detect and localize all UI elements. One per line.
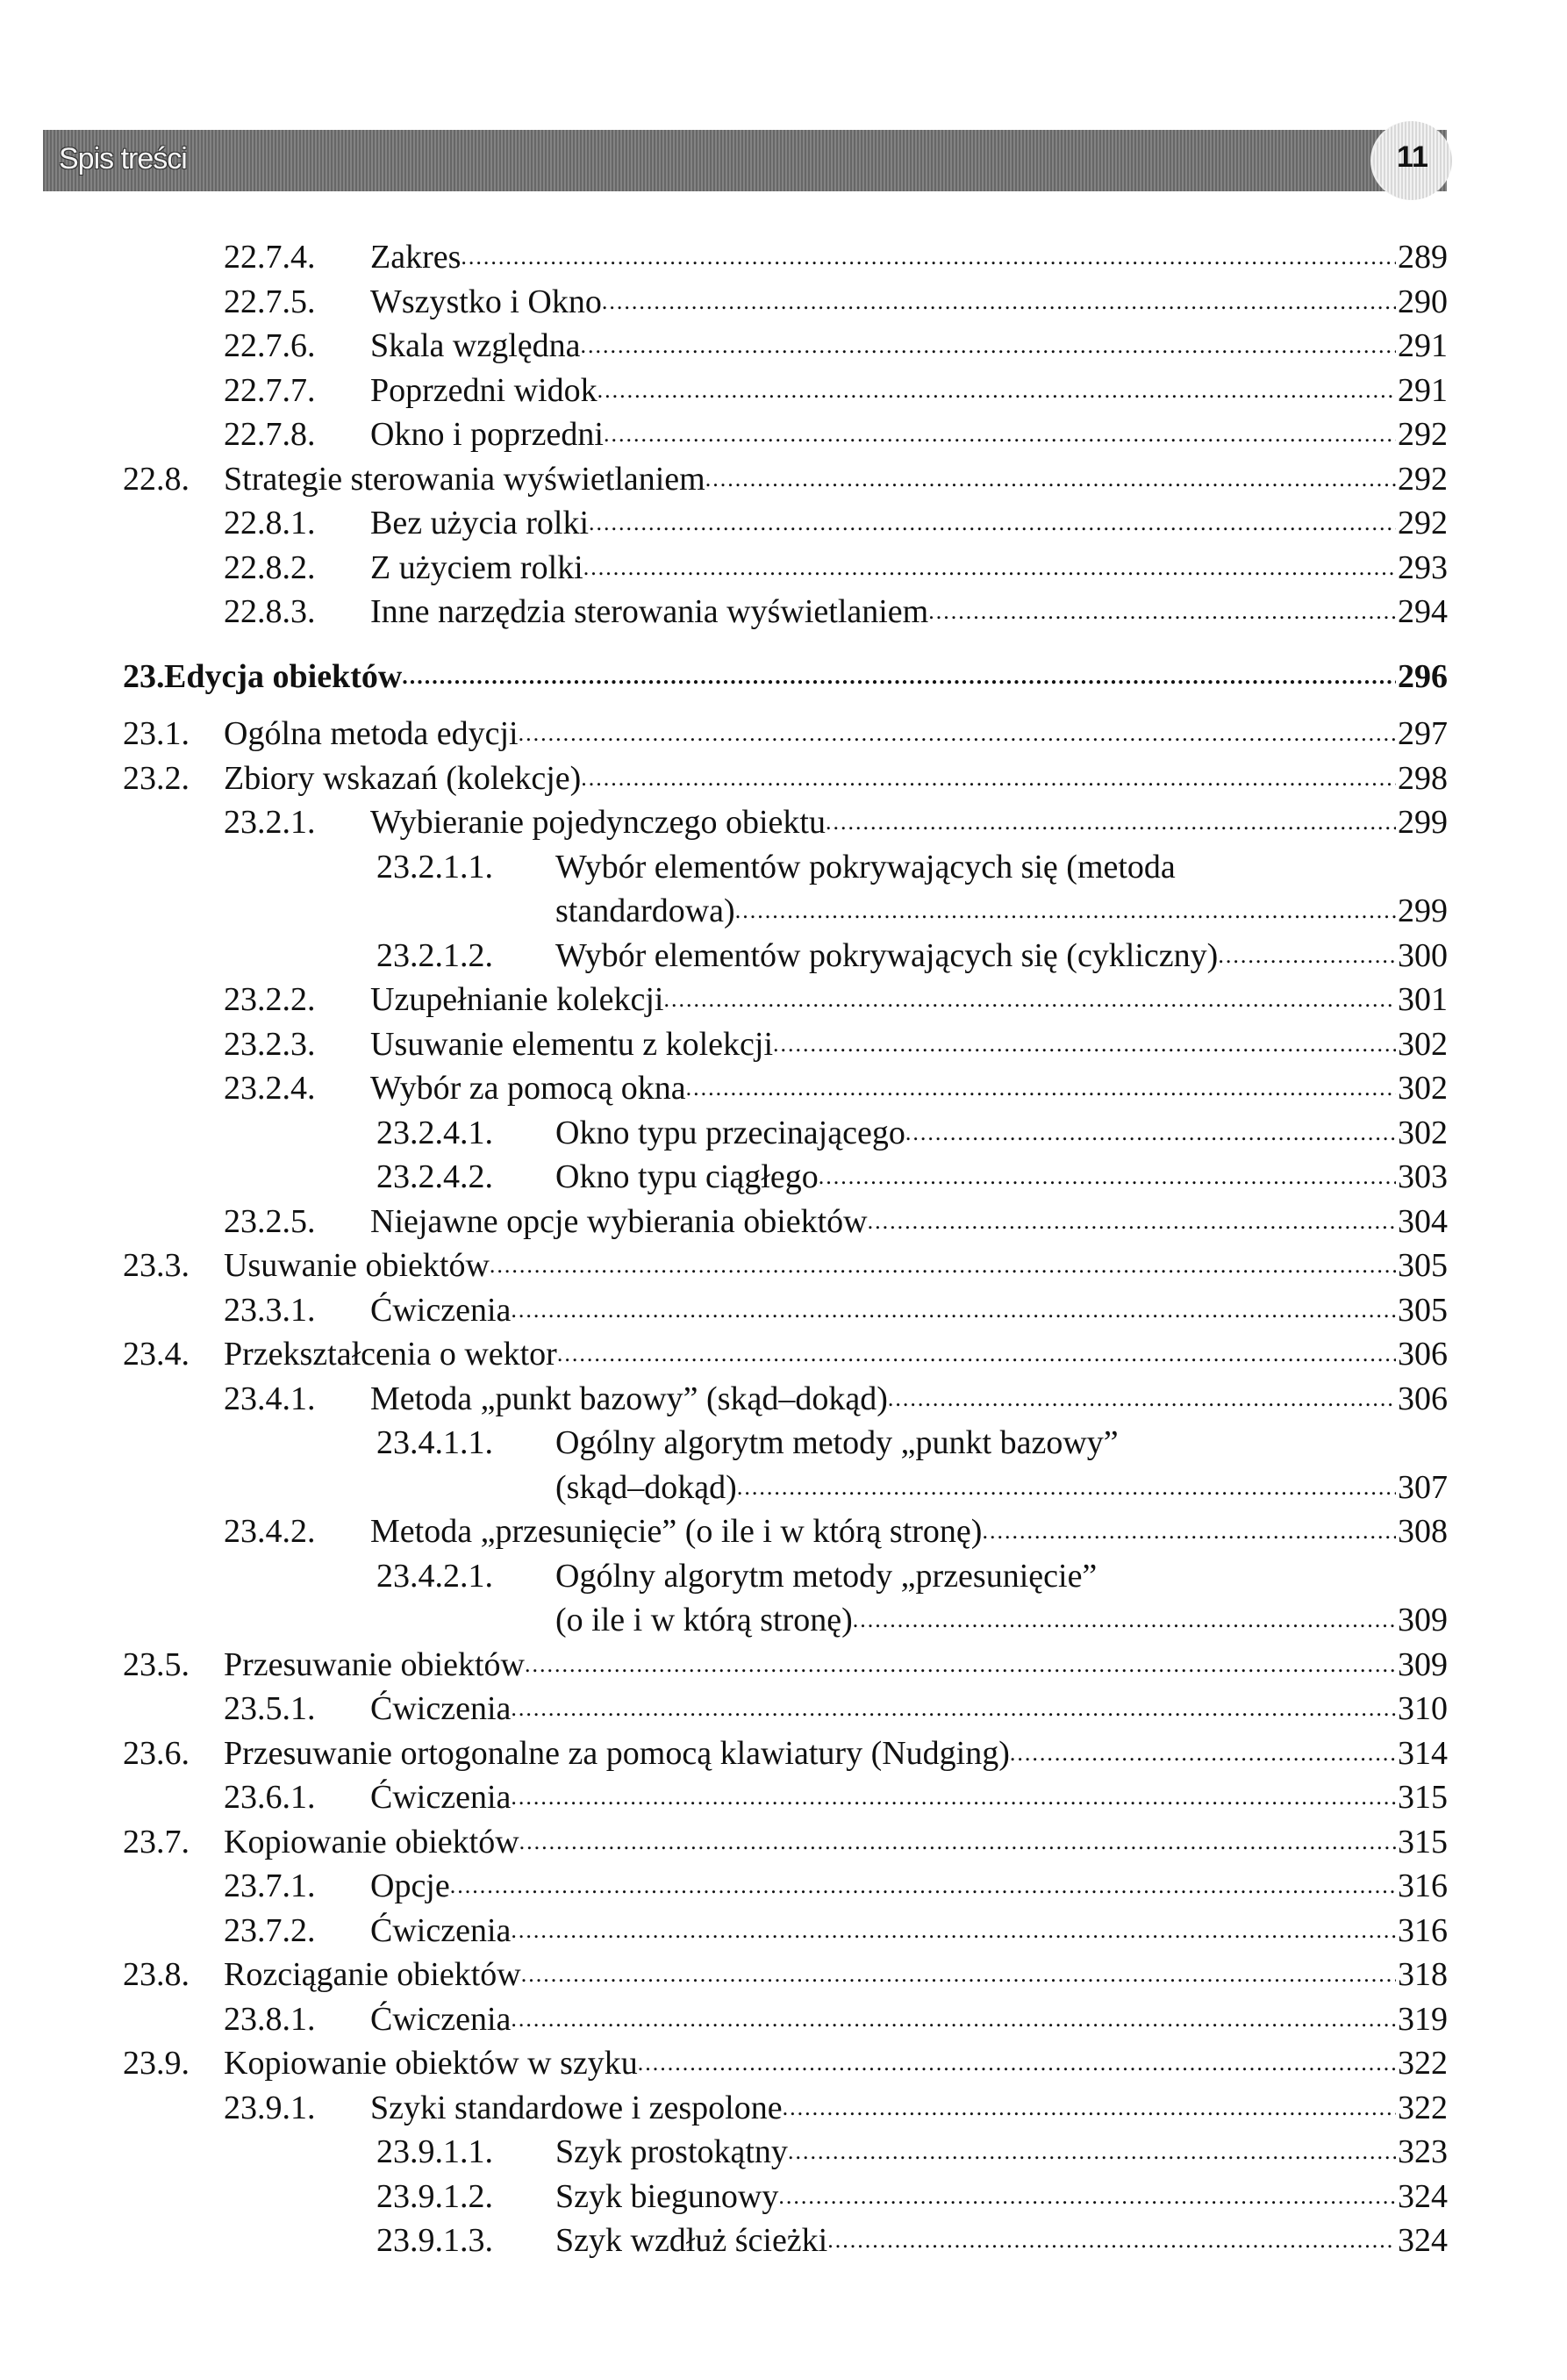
entry-line	[555, 2175, 1448, 2219]
entry-page: 300	[1398, 936, 1448, 974]
entry-page: 316	[1398, 1867, 1448, 1904]
dot-leader	[686, 1066, 1396, 1111]
toc-entry[interactable]	[0, 1022, 1567, 1067]
entry-line	[370, 1997, 1448, 2042]
entry-line	[555, 2130, 1448, 2175]
entry-line	[224, 2041, 1448, 2086]
dot-leader	[905, 1111, 1396, 1156]
entry-line	[555, 1598, 1448, 1643]
toc-entry[interactable]	[0, 280, 1567, 325]
dot-leader	[519, 1820, 1396, 1865]
entry-line	[370, 1864, 1448, 1909]
entry-title: Szyk prostokątny	[555, 2133, 788, 2170]
toc-entry[interactable]	[0, 1288, 1567, 1333]
entry-title: Przesuwanie ortogonalne za pomocą klawiatury (Nudging)	[224, 1734, 1010, 1772]
dot-leader	[737, 1466, 1396, 1510]
entry-number: 23.4.2.1.	[376, 1557, 493, 1595]
entry-title: Kopiowanie obiektów	[224, 1823, 519, 1860]
entry-title: Szyk wzdłuż ścieżki	[555, 2222, 828, 2259]
entry-page: 324	[1398, 2177, 1448, 2215]
dot-leader	[778, 2175, 1396, 2219]
dot-leader	[826, 800, 1396, 845]
entry-title: Opcje	[370, 1867, 450, 1904]
toc-entry[interactable]	[0, 800, 1567, 845]
entry-line	[370, 280, 1448, 325]
entry-number: 23.6.1.	[224, 1779, 316, 1816]
dot-leader	[773, 1022, 1396, 1067]
entry-line	[224, 457, 1448, 502]
entry-page: 306	[1398, 1336, 1448, 1373]
toc-entry[interactable]	[0, 2086, 1567, 2131]
toc-entry[interactable]	[0, 1200, 1567, 1244]
toc-entry[interactable]	[0, 501, 1567, 546]
dot-leader	[583, 546, 1396, 591]
dot-leader	[511, 1288, 1396, 1333]
entry-page: 309	[1398, 1602, 1448, 1638]
toc-entry[interactable]	[0, 1820, 1567, 1865]
entry-line	[224, 1953, 1448, 1997]
entry-title: Zbiory wskazań (kolekcje)	[224, 759, 582, 797]
dot-leader	[511, 1775, 1396, 1820]
dot-leader	[735, 889, 1396, 934]
toc-entry[interactable]	[0, 712, 1567, 756]
dot-leader	[638, 2041, 1396, 2086]
dot-leader	[557, 1332, 1396, 1377]
entry-title: Poprzedni widok	[370, 371, 597, 409]
entry-line	[370, 978, 1448, 1022]
toc-entry[interactable]	[0, 1111, 1567, 1156]
toc-entry[interactable]	[0, 1554, 1567, 1599]
toc-entry[interactable]	[0, 1909, 1567, 1953]
toc-entry[interactable]	[0, 2130, 1567, 2175]
entry-number: 23.7.	[123, 1823, 190, 1860]
entry-number: 23.2.3.	[224, 1025, 316, 1063]
entry-line	[224, 756, 1448, 801]
entry-page: 310	[1398, 1690, 1448, 1727]
dot-leader	[402, 655, 1396, 699]
entry-number: 23.9.1.3.	[376, 2222, 493, 2259]
entry-page: 289	[1398, 239, 1448, 276]
entry-title: Ćwiczenia	[370, 1779, 512, 1816]
entry-number: 22.8.2.	[224, 548, 316, 586]
entry-title: Wybór elementów pokrywających się (cykliczny)	[555, 936, 1219, 974]
entry-line	[164, 655, 1448, 699]
toc-entry-continuation	[0, 889, 1567, 934]
entry-line	[224, 1244, 1448, 1288]
entry-page: 324	[1398, 2222, 1448, 2259]
running-header	[43, 130, 1447, 191]
dot-leader	[928, 590, 1396, 634]
toc-entry[interactable]	[0, 1066, 1567, 1111]
entry-number: 23.1.	[123, 715, 190, 752]
entry-number: 23.2.2.	[224, 981, 316, 1018]
entry-number: 23.8.	[123, 1956, 190, 1993]
dot-leader	[519, 712, 1396, 756]
toc-entry[interactable]	[0, 934, 1567, 979]
entry-number: 23.2.1.1.	[376, 848, 493, 885]
entry-line	[370, 324, 1448, 369]
entry-page: 304	[1398, 1202, 1448, 1240]
toc-entry[interactable]	[0, 978, 1567, 1022]
dot-leader	[461, 235, 1396, 280]
entry-line	[370, 235, 1448, 280]
toc-entry[interactable]	[0, 1155, 1567, 1200]
entry-line	[224, 1643, 1448, 1688]
entry-line	[224, 712, 1448, 756]
entry-number: 23.9.1.1.	[376, 2133, 493, 2170]
entry-line	[555, 1466, 1448, 1510]
entry-number: 23.	[123, 657, 165, 695]
toc-entry[interactable]	[0, 1953, 1567, 1997]
entry-number: 23.2.	[123, 759, 190, 797]
entry-line	[224, 1332, 1448, 1377]
entry-page: 292	[1398, 505, 1448, 541]
dot-leader	[1218, 934, 1396, 979]
entry-page: 305	[1398, 1291, 1448, 1329]
entry-title: Ćwiczenia	[370, 1911, 512, 1949]
entry-title: Wybór za pomocą okna	[370, 1070, 686, 1107]
entry-line	[555, 2219, 1448, 2263]
entry-page: 297	[1398, 715, 1448, 752]
entry-number: 22.7.8.	[224, 416, 316, 453]
entry-title: Okno typu przecinającego	[555, 1114, 905, 1151]
dot-leader	[511, 1687, 1396, 1731]
entry-page: 308	[1398, 1513, 1448, 1550]
entry-page: 323	[1398, 2133, 1448, 2170]
entry-line	[370, 1377, 1448, 1422]
dot-leader	[525, 1643, 1396, 1688]
toc-entry-continuation	[0, 1598, 1567, 1643]
entry-title: Ćwiczenia	[370, 1690, 512, 1727]
entry-page: 302	[1398, 1070, 1448, 1107]
entry-line	[370, 2086, 1448, 2131]
entry-page: 315	[1398, 1823, 1448, 1860]
entry-line	[555, 1554, 1448, 1599]
dot-leader	[602, 280, 1396, 325]
entry-line	[370, 1909, 1448, 1953]
entry-page: 291	[1398, 327, 1448, 364]
entry-title: Kopiowanie obiektów w szyku	[224, 2045, 638, 2082]
entry-title: Metoda „przesunięcie” (o ile i w którą stronę)	[370, 1513, 983, 1550]
entry-line	[370, 412, 1448, 457]
entry-title: Edycja obiektów	[164, 657, 403, 695]
entry-page: 302	[1398, 1025, 1448, 1063]
entry-title: Usuwanie elementu z kolekcji	[370, 1025, 774, 1063]
entry-line	[224, 1731, 1448, 1776]
dot-leader	[589, 501, 1396, 546]
entry-title: Wybieranie pojedynczego obiektu	[370, 804, 826, 841]
entry-title: Ogólna metoda edycji	[224, 715, 519, 752]
entry-title: Szyki standardowe i zespolone	[370, 2089, 783, 2126]
entry-page: 298	[1398, 759, 1448, 797]
entry-title: Usuwanie obiektów	[224, 1247, 490, 1284]
entry-title: Niejawne opcje wybierania obiektów	[370, 1202, 868, 1240]
entry-number: 23.4.1.1.	[376, 1424, 493, 1461]
toc-entry[interactable]	[0, 1775, 1567, 1820]
dot-leader	[581, 756, 1396, 801]
entry-title: Przesuwanie obiektów	[224, 1645, 525, 1683]
toc-entry[interactable]	[0, 1332, 1567, 1377]
entry-line	[224, 1820, 1448, 1865]
toc-entry[interactable]	[0, 590, 1567, 634]
entry-title: Zakres	[370, 239, 462, 276]
entry-number: 22.8.1.	[224, 505, 316, 541]
entry-page: 322	[1398, 2089, 1448, 2126]
entry-title: Wybór elementów pokrywających się (metoda	[555, 848, 1176, 885]
dot-leader	[490, 1244, 1396, 1288]
dot-leader	[597, 369, 1396, 413]
entry-title: Metoda „punkt bazowy” (skąd–dokąd)	[370, 1380, 888, 1417]
entry-line	[370, 1200, 1448, 1244]
dot-leader	[705, 457, 1396, 502]
entry-page: 305	[1398, 1247, 1448, 1284]
entry-line	[370, 1775, 1448, 1820]
entry-number: 22.8.	[123, 460, 190, 498]
entry-number: 22.7.6.	[224, 327, 316, 364]
dot-leader	[511, 1909, 1396, 1953]
entry-line	[555, 1111, 1448, 1156]
toc-entry[interactable]	[0, 756, 1567, 801]
entry-title: Uzupełnianie kolekcji	[370, 981, 664, 1018]
entry-page: 319	[1398, 2000, 1448, 2038]
entry-page: 309	[1398, 1645, 1448, 1683]
entry-number: 23.2.5.	[224, 1202, 316, 1240]
entry-title: Ćwiczenia	[370, 2000, 512, 2038]
dot-leader	[888, 1377, 1396, 1422]
entry-page: 290	[1398, 283, 1448, 320]
entry-number: 23.7.2.	[224, 1911, 316, 1949]
toc-entry[interactable]	[0, 2175, 1567, 2219]
table-of-contents	[0, 235, 1567, 2263]
entry-page: 296	[1398, 657, 1448, 695]
dot-leader	[450, 1864, 1396, 1909]
entry-number: 23.9.	[123, 2045, 190, 2082]
entry-line	[555, 1421, 1448, 1466]
entry-number: 23.6.	[123, 1734, 190, 1772]
toc-entry[interactable]	[0, 655, 1567, 699]
dot-leader	[521, 1953, 1396, 1997]
entry-number: 22.7.4.	[224, 239, 316, 276]
entry-title: Okno typu ciągłego	[555, 1158, 819, 1195]
entry-number: 23.4.2.	[224, 1513, 316, 1550]
entry-page: 301	[1398, 981, 1448, 1018]
entry-page: 299	[1398, 804, 1448, 841]
entry-title: Z użyciem rolki	[370, 548, 583, 586]
entry-line	[370, 1066, 1448, 1111]
entry-title: Inne narzędzia sterowania wyświetlaniem	[370, 593, 929, 630]
dot-leader	[664, 978, 1397, 1022]
toc-entry[interactable]	[0, 412, 1567, 457]
entry-number: 23.9.1.2.	[376, 2177, 493, 2215]
entry-title: Ćwiczenia	[370, 1291, 512, 1329]
entry-number: 23.3.	[123, 1247, 190, 1284]
toc-entry[interactable]	[0, 1377, 1567, 1422]
toc-entry[interactable]	[0, 845, 1567, 890]
entry-line	[370, 501, 1448, 546]
entry-number: 23.7.1.	[224, 1867, 316, 1904]
entry-number: 22.7.7.	[224, 371, 316, 409]
entry-number: 23.2.1.2.	[376, 936, 493, 974]
toc-entry[interactable]	[0, 235, 1567, 280]
entry-line	[370, 800, 1448, 845]
entry-title: Skala względna	[370, 327, 581, 364]
entry-line	[370, 1022, 1448, 1067]
entry-number: 22.7.5.	[224, 283, 316, 320]
entry-line	[555, 934, 1448, 979]
entry-title: Ogólny algorytm metody „przesunięcie”	[555, 1557, 1098, 1595]
entry-page: 303	[1398, 1158, 1448, 1195]
entry-number: 22.8.3.	[224, 593, 316, 630]
entry-number: 23.9.1.	[224, 2089, 316, 2126]
toc-entry[interactable]	[0, 1864, 1567, 1909]
dot-leader	[868, 1200, 1396, 1244]
entry-page: 292	[1398, 460, 1448, 498]
entry-number: 23.4.1.	[224, 1380, 316, 1417]
dot-leader	[604, 412, 1396, 457]
toc-entry[interactable]	[0, 1687, 1567, 1731]
toc-entry-continuation	[0, 1466, 1567, 1510]
dot-leader	[853, 1598, 1396, 1643]
entry-page: 314	[1398, 1734, 1448, 1772]
entry-line	[555, 889, 1448, 934]
entry-title-continuation: (o ile i w którą stronę)	[555, 1602, 853, 1638]
dot-leader	[982, 1509, 1396, 1554]
entry-number: 23.2.4.2.	[376, 1158, 493, 1195]
entry-page: 316	[1398, 1911, 1448, 1949]
toc-entry[interactable]	[0, 369, 1567, 413]
entry-line	[555, 1155, 1448, 1200]
entry-title: Wszystko i Okno	[370, 283, 602, 320]
page-number-badge	[1370, 121, 1452, 200]
entry-title-continuation: (skąd–dokąd)	[555, 1468, 737, 1506]
entry-title: Ogólny algorytm metody „punkt bazowy”	[555, 1424, 1119, 1461]
entry-title-continuation: standardowa)	[555, 892, 735, 929]
entry-page: 302	[1398, 1114, 1448, 1151]
toc-entry[interactable]	[0, 1509, 1567, 1554]
entry-number: 23.5.1.	[224, 1690, 316, 1727]
entry-line	[370, 369, 1448, 413]
entry-number: 23.5.	[123, 1645, 190, 1683]
dot-leader	[819, 1155, 1396, 1200]
entry-page: 292	[1398, 416, 1448, 453]
entry-title: Szyk biegunowy	[555, 2177, 779, 2215]
entry-line	[370, 1687, 1448, 1731]
toc-entry[interactable]	[0, 1421, 1567, 1466]
toc-entry[interactable]	[0, 2041, 1567, 2086]
toc-entry[interactable]	[0, 324, 1567, 369]
entry-number: 23.8.1.	[224, 2000, 316, 2038]
entry-page: 299	[1398, 892, 1448, 929]
dot-leader	[581, 324, 1396, 369]
dot-leader	[783, 2086, 1396, 2131]
running-header-title: Spis treści	[59, 142, 187, 176]
entry-title: Rozciąganie obiektów	[224, 1956, 521, 1993]
entry-title: Przekształcenia o wektor	[224, 1336, 557, 1373]
entry-page: 291	[1398, 371, 1448, 409]
entry-number: 23.2.4.1.	[376, 1114, 493, 1151]
entry-line	[370, 546, 1448, 591]
dot-leader	[827, 2219, 1396, 2263]
entry-number: 23.4.	[123, 1336, 190, 1373]
toc-entry[interactable]	[0, 2219, 1567, 2263]
toc-entry[interactable]	[0, 546, 1567, 591]
entry-line	[370, 590, 1448, 634]
dot-leader	[1010, 1731, 1396, 1776]
dot-leader	[511, 1997, 1396, 2042]
dot-leader	[788, 2130, 1396, 2175]
entry-number: 23.2.1.	[224, 804, 316, 841]
toc-entry[interactable]	[0, 1731, 1567, 1776]
page-number: 11	[1397, 140, 1428, 174]
entry-page: 322	[1398, 2045, 1448, 2082]
entry-page: 306	[1398, 1380, 1448, 1417]
toc-entry[interactable]	[0, 1244, 1567, 1288]
entry-title: Bez użycia rolki	[370, 505, 590, 541]
entry-line	[555, 845, 1448, 890]
entry-page: 315	[1398, 1779, 1448, 1816]
entry-line	[370, 1509, 1448, 1554]
toc-entry[interactable]	[0, 1643, 1567, 1688]
entry-page: 318	[1398, 1956, 1448, 1993]
entry-line	[370, 1288, 1448, 1333]
toc-entry[interactable]	[0, 457, 1567, 502]
entry-title: Okno i poprzedni	[370, 416, 604, 453]
entry-page: 307	[1398, 1468, 1448, 1506]
entry-page: 294	[1398, 593, 1448, 630]
entry-title: Strategie sterowania wyświetlaniem	[224, 460, 705, 498]
entry-page: 293	[1398, 548, 1448, 586]
toc-entry[interactable]	[0, 1997, 1567, 2042]
entry-number: 23.2.4.	[224, 1070, 316, 1107]
entry-number: 23.3.1.	[224, 1291, 316, 1329]
